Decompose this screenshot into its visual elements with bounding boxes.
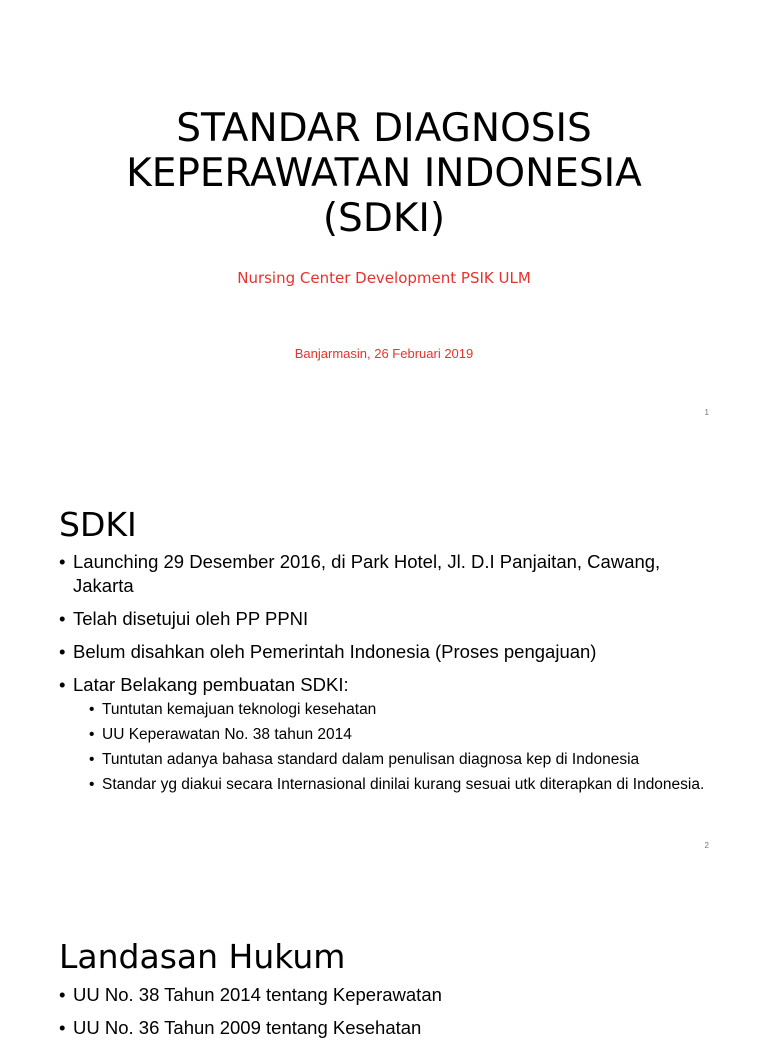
title-line-2: KEPERAWATAN INDONESIA: [126, 151, 642, 197]
bullet-item: [59, 673, 719, 796]
presentation-subtitle: Nursing Center Development PSIK ULM: [237, 269, 531, 287]
slide-page-number: 1: [704, 408, 709, 417]
bullet-text: Telah disetujui oleh PP PPNI: [73, 608, 309, 629]
bullet-item: [59, 550, 719, 598]
sub-bullet-item: • Tuntutan adanya bahasa standard dalam penulisan diagnosa kep di Indonesia: [73, 749, 719, 771]
slide-heading: SDKI: [59, 505, 137, 545]
bullet-item: [59, 1016, 719, 1040]
bullet-text: Latar Belakang pembuatan SDKI:: [73, 674, 349, 695]
slide-heading: Landasan Hukum: [59, 937, 346, 977]
bullet-item: [59, 640, 719, 664]
bullet-text: UU No. 38 Tahun 2014 tentang Keperawatan: [73, 984, 442, 1005]
bullet-item: [59, 983, 719, 1007]
bullet-list: [59, 983, 719, 1049]
bullet-text: Launching 29 Desember 2016, di Park Hotel, Jl. D.I Panjaitan, Cawang, Jakarta: [73, 551, 661, 596]
slide-landasan-hukum: [0, 864, 768, 1038]
slide-title: [0, 0, 768, 432]
title-line-3: (SDKI): [322, 196, 446, 242]
sub-bullet-list: [73, 699, 719, 796]
presentation-dateline: Banjarmasin, 26 Februari 2019: [294, 346, 474, 361]
bullet-text: UU No. 36 Tahun 2009 tentang Kesehatan: [73, 1017, 422, 1038]
sub-bullet-item: • Tuntutan kemajuan teknologi kesehatan: [73, 699, 719, 721]
sub-bullet-item: • UU Keperawatan No. 38 tahun 2014: [73, 724, 719, 746]
bullet-list: [59, 550, 719, 805]
bullet-item: [59, 607, 719, 631]
title-line-1: STANDAR DIAGNOSIS: [176, 106, 592, 152]
presentation-title: [0, 106, 768, 241]
slide-page-number: 2: [704, 841, 709, 850]
sub-bullet-item: • Standar yg diakui secara Internasional dinilai kurang sesuai utk diterapkan di Indonesia.: [73, 774, 719, 796]
bullet-text: Belum disahkan oleh Pemerintah Indonesia (Proses pengajuan): [73, 641, 597, 662]
slide-sdki: [0, 432, 768, 864]
